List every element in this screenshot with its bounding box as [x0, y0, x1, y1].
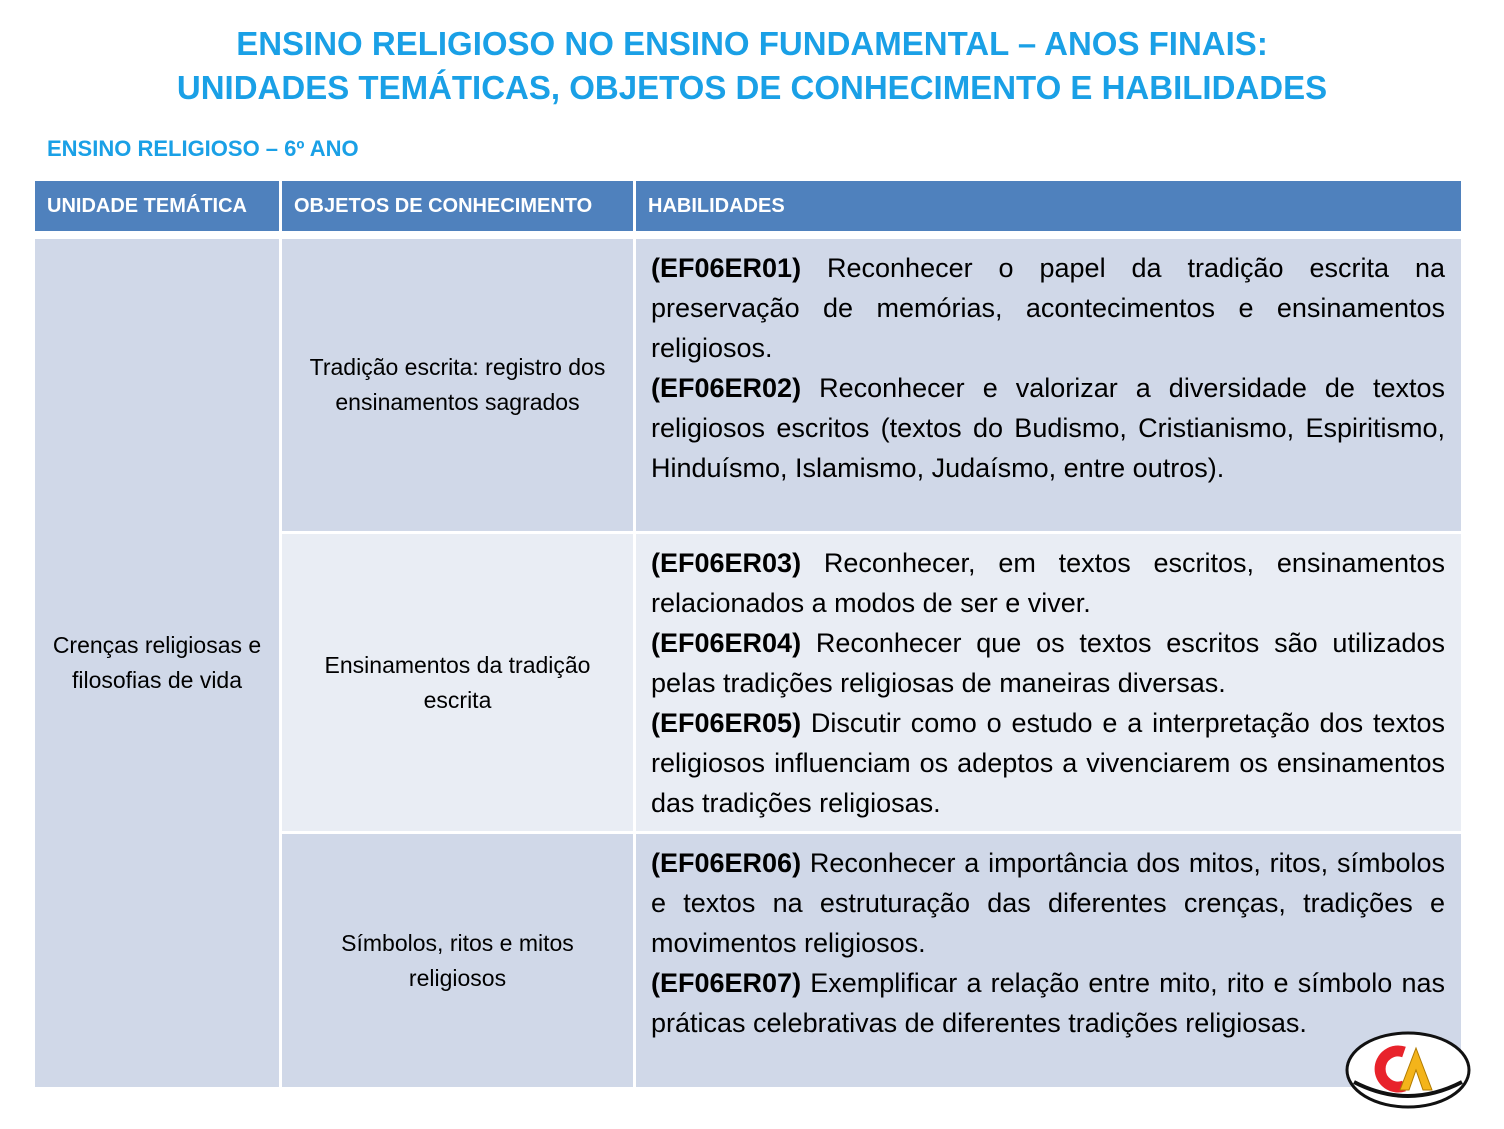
table-header-row — [34, 180, 1463, 233]
skill-item — [651, 368, 1445, 488]
skill-item — [651, 623, 1445, 703]
skill-text: Reconhecer, em textos escritos, ensinamentos relacionados a modos de ser e viver. — [651, 548, 1445, 618]
skill-code: (EF06ER06) — [651, 848, 802, 878]
skill-item — [651, 963, 1445, 1043]
skills-cell — [635, 238, 1463, 533]
title-line-2: UNIDADES TEMÁTICAS, OBJETOS DE CONHECIMENTO E HABILIDADES — [176, 69, 1328, 106]
curriculum-table — [32, 178, 1464, 1090]
skill-text: Reconhecer que os textos escritos são utilizados pelas tradições religiosas de maneiras diversas. — [651, 628, 1445, 698]
skills-cell — [635, 533, 1463, 833]
skills-cell — [635, 833, 1463, 1089]
knowledge-object-cell: Tradição escrita: registro dos ensinamentos sagrados — [281, 238, 635, 533]
table-row — [34, 238, 1463, 533]
skill-text: Reconhecer a importância dos mitos, ritos, símbolos e textos na estruturação das diferentes crenças, tradições e movimentos religiosos. — [651, 848, 1445, 958]
skill-code: (EF06ER04) — [651, 628, 802, 658]
skill-code: (EF06ER01) — [651, 253, 802, 283]
column-header-skills: HABILIDADES — [635, 180, 1463, 233]
knowledge-object-cell: Ensinamentos da tradição escrita — [281, 533, 635, 833]
ca-logo-icon — [1344, 1030, 1472, 1110]
skill-text: Reconhecer o papel da tradição escrita na preservação de memórias, acontecimentos e ensinamentos religiosos. — [651, 253, 1445, 363]
thematic-unit-cell: Crenças religiosas e filosofias de vida — [34, 238, 281, 1089]
title-line-1: ENSINO RELIGIOSO NO ENSINO FUNDAMENTAL – ANOS FINAIS: — [236, 25, 1268, 62]
skill-item — [651, 703, 1445, 823]
skill-item — [651, 843, 1445, 963]
grade-subtitle: ENSINO RELIGIOSO – 6º ANO — [47, 136, 359, 161]
skill-code: (EF06ER07) — [651, 968, 802, 998]
skill-code: (EF06ER02) — [651, 373, 802, 403]
skill-item — [651, 248, 1445, 368]
knowledge-object-cell: Símbolos, ritos e mitos religiosos — [281, 833, 635, 1089]
skill-text: Exemplificar a relação entre mito, rito e símbolo nas práticas celebrativas de diferentes tradições religiosas. — [651, 968, 1445, 1038]
skill-code: (EF06ER03) — [651, 548, 802, 578]
skill-text: Discutir como o estudo e a interpretação dos textos religiosos influenciam os adeptos a vivenciarem os ensinamentos das tradições religiosas. — [651, 708, 1445, 818]
column-header-unit: UNIDADE TEMÁTICA — [34, 180, 281, 233]
skill-text: Reconhecer e valorizar a diversidade de textos religiosos escritos (textos do Budismo, Cristianismo, Espiritismo, Hinduísmo, Islamismo, Judaísmo, entre outros). — [651, 373, 1445, 483]
column-header-objects: OBJETOS DE CONHECIMENTO — [281, 180, 635, 233]
skill-item — [651, 543, 1445, 623]
skill-code: (EF06ER05) — [651, 708, 802, 738]
page-title — [0, 22, 1504, 110]
